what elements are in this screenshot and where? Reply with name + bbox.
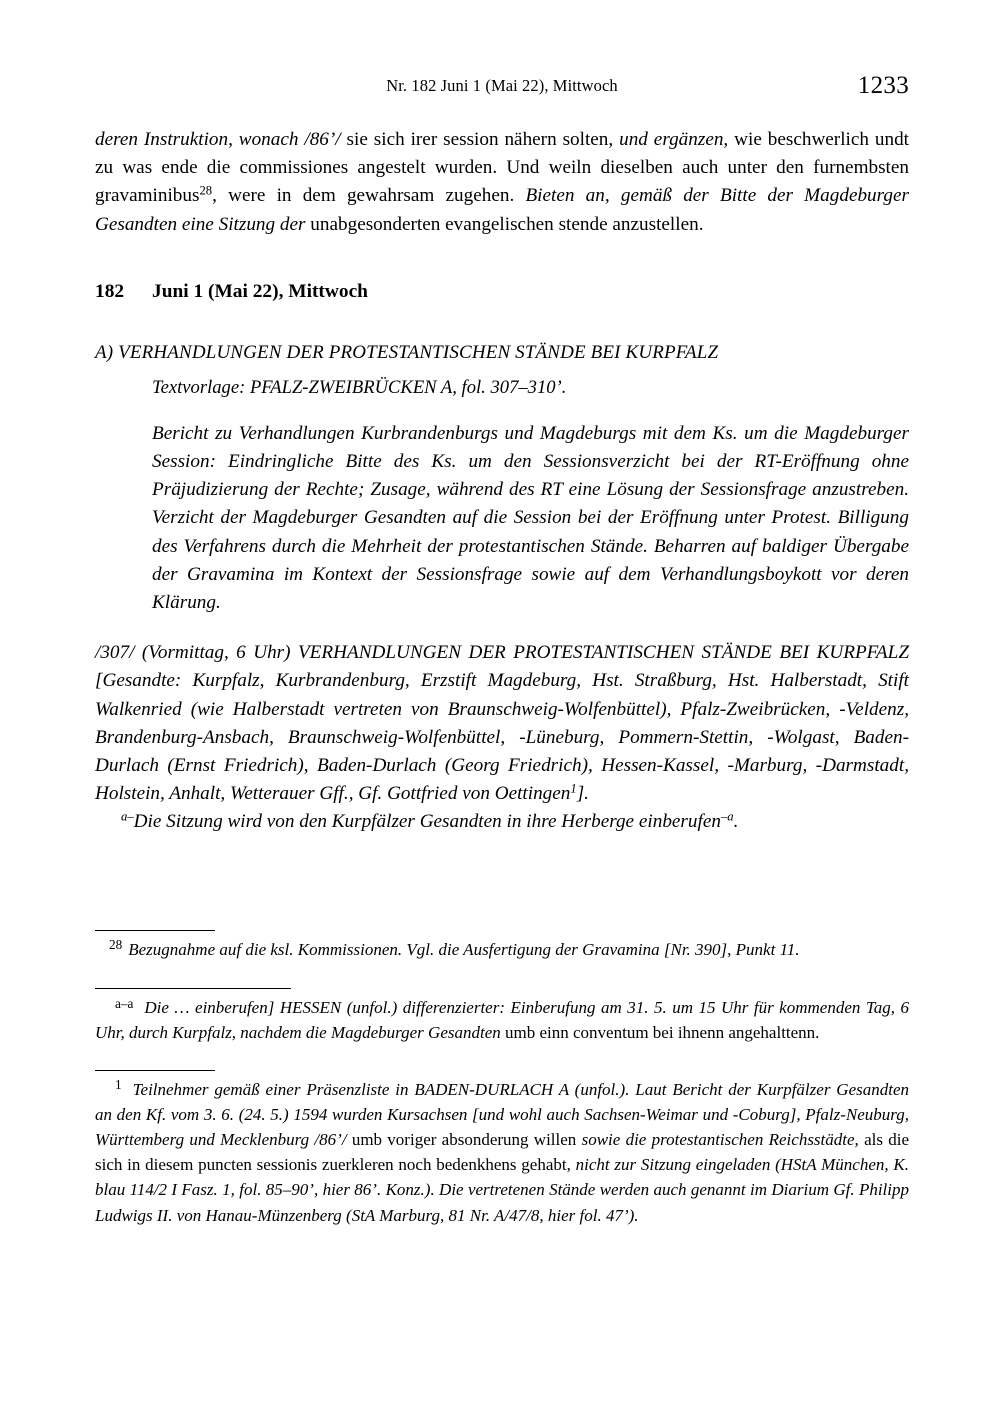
record-text: /307/ (Vormittag, 6 Uhr) VERHANDLUNGEN DER PROTESTANTISCHEN STÄNDE BEI KURPFALZ [Gesandte: Kurpfalz, Kurbrandenburg, Erzstift Magdeburg, Hst. Straßburg, Hst. Halberstadt, Stift Walkenried (wie Halberstadt vertreten von Braunschweig-Wolfenbüttel), Pfalz-Zweibrücken, -Veldenz, Brandenburg-Ansbach, Braunschweig-Wolfenbüttel, -Lüneburg, Pommern-Stettin, -Wolgast, Baden-Durlach (Ernst Friedrich), Baden-Durlach (Georg Friedrich), Hessen-Kassel, -Marburg, -Darmstadt, Holstein, Anhalt, Wetterauer Gff., Gf. Gottfried von Oettingen <box>95 642 909 805</box>
section-title: Juni 1 (Mai 22), Mittwoch <box>152 280 368 302</box>
running-header-title: Nr. 182 Juni 1 (Mai 22), Mittwoch <box>386 76 618 95</box>
footnote-1 <box>95 1070 909 1228</box>
regest-summary: Bericht zu Verhandlungen Kurbrandenburgs und Magdeburgs mit dem Ks. um die Magdeburger Session: Eindringliche Bitte des Ks. um den Sessionsverzicht bei der RT-Eröffnung ohne Präjudizierung der Rechte; Zusage, während des RT eine Lösung der Sessionsfrage anzustreben. Verzicht der Magdeburger Gesandten auf die Session bei der Eröffnung unter Protest. Billigung des Verfahrens durch die Mehrheit der protestantischen Stände. Beharren auf baldiger Übergabe der Gravamina im Kontext der Sessionsfrage sowie auf dem Verhandlungsboykott vor deren Klärung. <box>152 422 909 614</box>
footnote-a-a-part-2: umb einn conventum bei ihnenn angehalttenn. <box>505 1023 820 1043</box>
text-column <box>95 126 909 837</box>
footnote-1-part-1: Teilnehmer gemäß einer Präsenzliste in BADEN-DURLACH A (unfol.). Laut Bericht der Kurpfälzer Gesandten an den Kf. vom 3. 6. (24. 5.) 1594 wurden Kursachsen [und wohl auch Sachsen-Weimar und -Coburg], Pfalz-Neuburg, Württemberg und Mecklenburg /86’/ <box>95 1079 909 1150</box>
continued-run-2: sie sich irer session nähern solten, <box>340 129 620 150</box>
footnote-rule <box>95 1070 215 1071</box>
footnote-rule <box>95 988 291 989</box>
subsection-a-source: Textvorlage: PFALZ-ZWEIBRÜCKEN A, fol. 307–310’. <box>152 376 567 398</box>
continued-run-1: deren Instruktion, wonach /86’/ <box>95 129 341 150</box>
record-text-end: ]. <box>576 783 589 805</box>
page-number: 1233 <box>857 72 909 99</box>
footnote-28-marker[interactable]: 28 <box>109 937 123 953</box>
footnote-1-marker[interactable]: 1 <box>115 1077 122 1093</box>
footnote-28 <box>95 930 909 962</box>
variant-text-end: . <box>733 811 739 833</box>
continued-run-4: wie beschwerlich undt zu was ende die commissiones angestelt wurden. Und weiln dieselben auch unter den furnembsten gravaminibus <box>95 129 909 207</box>
footnote-1-part-2: umb voriger absonderung willen <box>351 1130 582 1150</box>
continued-run-6: Bieten an, gemäß der Bitte der Magdeburger Gesandten eine Sitzung der <box>95 185 909 235</box>
footnote-1-part-4: als die sich in diesem puncten sessionis zuerkleren noch bedenkhens gehabt, <box>95 1130 910 1175</box>
subsection-a-title: A) VERHANDLUNGEN DER PROTESTANTISCHEN STÄNDE BEI KURPFALZ <box>95 341 719 363</box>
footnote-28-part-1: Bezugnahme auf die ksl. Kommissionen. Vgl. die Ausfertigung der Gravamina [Nr. 390], Punkt 11. <box>128 940 800 959</box>
footnote-1-text <box>95 1077 909 1228</box>
variant-marker-open[interactable]: a– <box>121 809 134 824</box>
footnote-1-part-3: sowie die protestantischen Reichsstädte, <box>581 1130 865 1150</box>
footnote-a-a-part-1: Die … einberufen] HESSEN (unfol.) differenzierter: Einberufung am 31. 5. um 15 Uhr für kommenden Tag, 6 Uhr, durch Kurpfalz, nachdem die Magdeburger Gesandten <box>95 998 909 1043</box>
running-header <box>95 72 909 106</box>
continued-run-3: und ergänzen, <box>619 129 729 150</box>
footnote-a-a-text <box>95 995 909 1045</box>
continued-run-5: , were in dem gewahrsam zugehen. <box>212 185 526 207</box>
variant-text: Die Sitzung wird von den Kurpfälzer Gesandten in ihre Herberge einberufen <box>133 811 721 833</box>
record-paragraph <box>95 639 909 808</box>
record-variant-line <box>95 808 909 836</box>
footnote-28-text <box>95 937 909 962</box>
continued-run-7: unabgesonderten evangelischen stende anzustellen. <box>305 213 704 235</box>
variant-marker-close[interactable]: –a <box>720 809 734 824</box>
section-number: 182 <box>95 280 125 302</box>
section-heading <box>95 279 909 305</box>
footnote-a-a-marker[interactable]: a–a <box>115 995 134 1011</box>
footnote-reference-1[interactable]: 1 <box>570 781 577 796</box>
footnote-rule <box>95 930 215 931</box>
footnote-1-part-5: nicht zur Sitzung eingeladen (HStA München, K. blau 114/2 I Fasz. 1, fol. 85–90’, hier 86’. Konz.). Die vertretenen Stände werden auch genannt im Diarium Gf. Philipp Ludwigs II. von Hanau-Münzenberg (StA Marburg, 81 Nr. A/47/8, hier fol. 47’). <box>95 1155 909 1225</box>
subsection-a <box>95 339 909 402</box>
continued-paragraph <box>95 126 909 239</box>
footnote-apparatus <box>95 930 909 1228</box>
footnote-a-a <box>95 988 909 1045</box>
footnote-reference-28[interactable]: 28 <box>199 183 213 198</box>
